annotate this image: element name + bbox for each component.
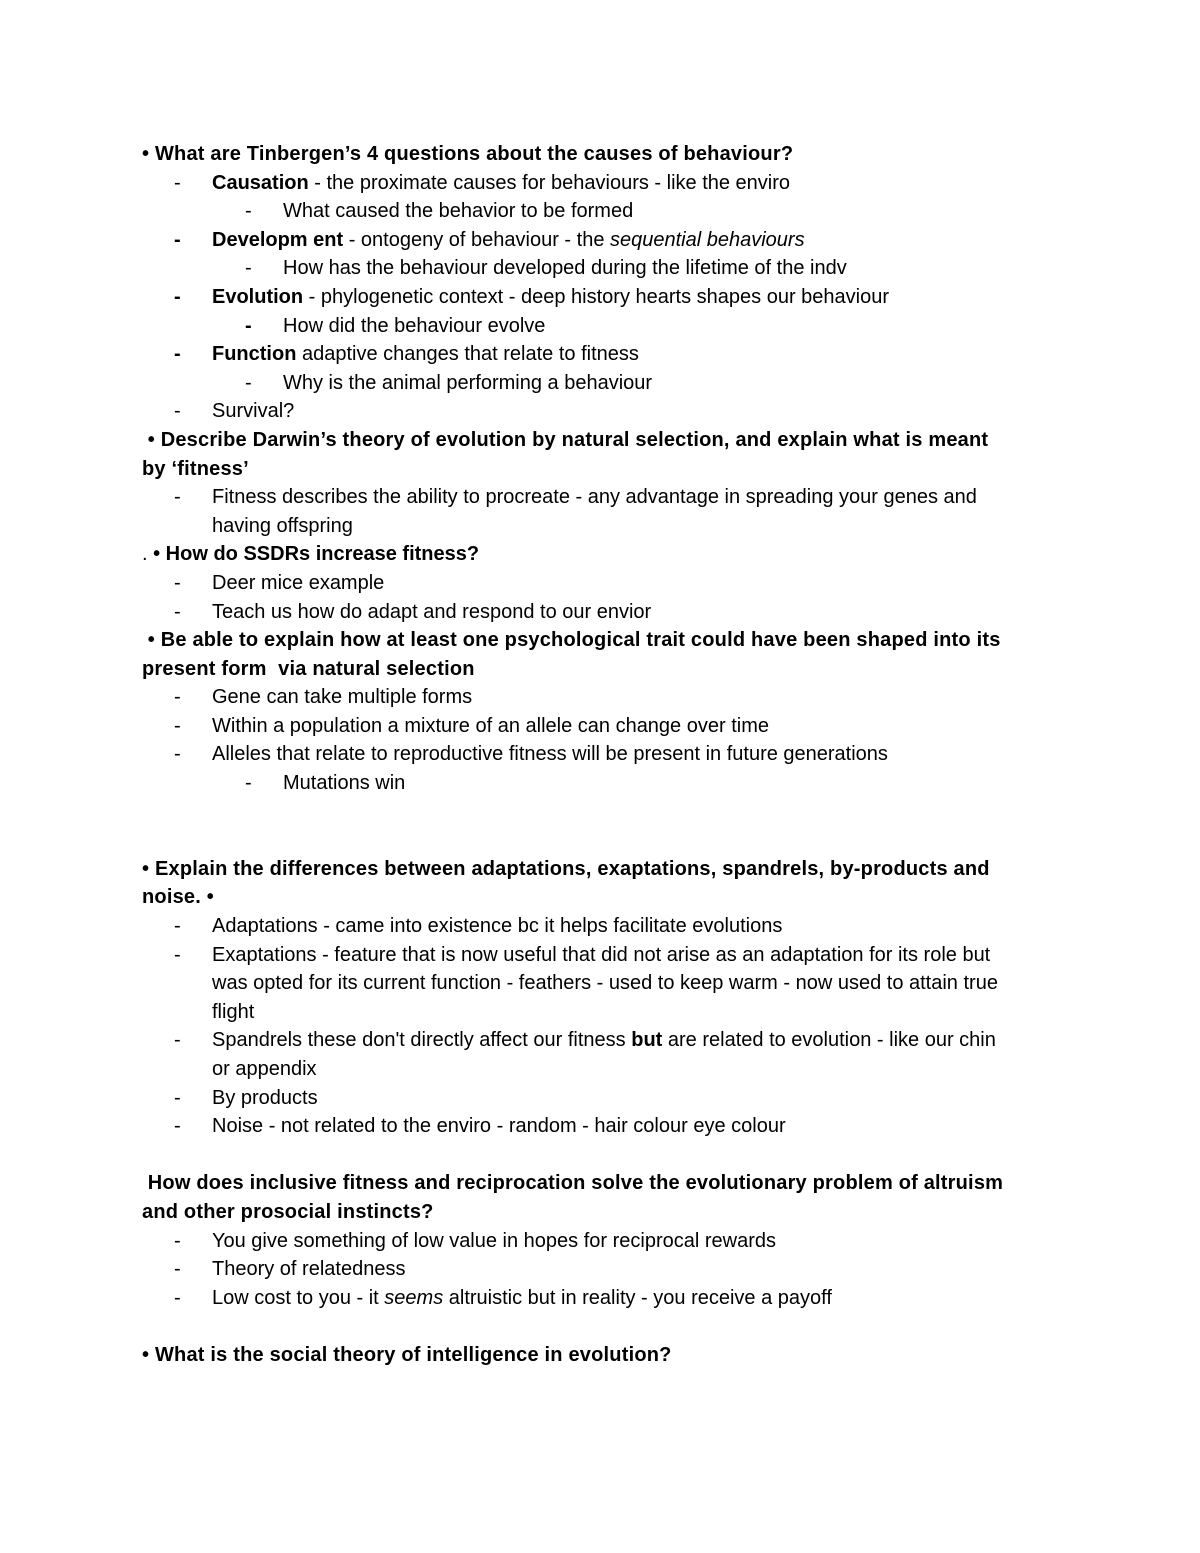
question-psych-trait-line2: present form via natural selection — [142, 657, 475, 680]
dash-bullet: - — [174, 343, 181, 366]
spacer — [142, 798, 1082, 855]
list-item-spandrels-cont: or appendix — [212, 1058, 317, 1080]
dash-bullet: - — [174, 228, 181, 251]
dash-bullet: - — [174, 1229, 181, 1252]
term-causation: Causation — [212, 171, 309, 194]
list-item-gene: - Gene can take multiple forms — [142, 683, 1082, 712]
sub-item-mutations: - Mutations win — [142, 769, 1082, 798]
question-tinbergen: • What are Tinbergen’s 4 questions about the causes of behaviour? — [142, 143, 794, 165]
dash-bullet: - — [174, 600, 181, 623]
dash-bullet: - — [174, 285, 181, 308]
list-item-function: - Function adaptive changes that relate to fitness — [142, 340, 1082, 369]
sub-item-evolution: - How did the behaviour evolve — [142, 312, 1082, 341]
term-evolution: Evolution — [212, 285, 304, 308]
sub-item-development: - How has the behaviour developed during the lifetime of the indv — [142, 254, 1082, 283]
dash-bullet: - — [245, 200, 252, 223]
spacer — [142, 1312, 1082, 1341]
list-item-fitness: - Fitness describes the ability to procreate - any advantage in spreading your genes and — [142, 483, 1082, 512]
dash-bullet: - — [174, 1115, 181, 1138]
dash-bullet: - — [174, 714, 181, 737]
list-item-evolution: - Evolution - phylogenetic context - deep history hearts shapes our behaviour — [142, 283, 1082, 312]
list-item-population: - Within a population a mixture of an allele can change over time — [142, 712, 1082, 741]
question-altruism-line2: and other prosocial instincts? — [142, 1200, 434, 1223]
list-item-adaptations: - Adaptations - came into existence bc it helps facilitate evolutions — [142, 912, 1082, 941]
term-development: Developm ent — [212, 228, 344, 251]
list-item-low-value: - You give something of low value in hopes for reciprocal rewards — [142, 1227, 1082, 1256]
dash-bullet: - — [174, 400, 181, 423]
question-psych-trait-line1: • Be able to explain how at least one psychological trait could have been shaped into its — [142, 629, 1001, 652]
dash-bullet: - — [174, 1286, 181, 1309]
list-item-spandrels: - Spandrels these don't directly affect our fitness but are related to evolution - like our chin — [142, 1026, 1082, 1055]
document-body — [142, 140, 1082, 1370]
dash-bullet: - — [174, 1029, 181, 1052]
dash-bullet: - — [174, 571, 181, 594]
dash-bullet: - — [245, 314, 252, 337]
list-item-exaptations-cont2: flight — [212, 1000, 255, 1023]
sub-item-causation: - What caused the behavior to be formed — [142, 197, 1082, 226]
list-item-survival: - Survival? — [142, 397, 1082, 426]
list-item-alleles: - Alleles that relate to reproductive fitness will be present in future generations — [142, 740, 1082, 769]
list-item-relatedness: - Theory of relatedness — [142, 1255, 1082, 1284]
list-item-deer-mice: - Deer mice example — [142, 569, 1082, 598]
list-item-noise: - Noise - not related to the enviro - random - hair colour eye colour — [142, 1112, 1082, 1141]
dash-bullet: - — [174, 915, 181, 938]
question-ssdrs: . • How do SSDRs increase fitness? — [142, 543, 480, 566]
list-item-fitness-cont: having offspring — [212, 514, 353, 537]
dash-bullet: - — [245, 257, 252, 280]
dash-bullet: - — [174, 1086, 181, 1109]
spacer — [142, 1141, 1082, 1170]
question-adaptations-line2: noise. • — [142, 886, 214, 909]
dash-bullet: - — [174, 486, 181, 509]
list-item-by-products: - By products — [142, 1084, 1082, 1113]
sub-item-function: - Why is the animal performing a behaviour — [142, 369, 1082, 398]
term-function: Function — [212, 343, 297, 366]
list-item-development: - Developm ent - ontogeny of behaviour - the sequential behaviours — [142, 226, 1082, 255]
dash-bullet: - — [174, 1258, 181, 1281]
list-item-causation: - Causation - the proximate causes for behaviours - like the enviro — [142, 169, 1082, 198]
dash-bullet: - — [174, 743, 181, 766]
dash-bullet: - — [245, 772, 252, 795]
question-adaptations-line1: • Explain the differences between adaptations, exaptations, spandrels, by-products and — [142, 857, 990, 880]
question-darwin-line2: by ‘fitness’ — [142, 457, 249, 480]
question-darwin-line1: • Describe Darwin’s theory of evolution by natural selection, and explain what is meant — [142, 428, 989, 451]
list-item-exaptations: - Exaptations - feature that is now useful that did not arise as an adaptation for its role but — [142, 941, 1082, 970]
dash-bullet: - — [245, 371, 252, 394]
list-item-low-cost: - Low cost to you - it seems altruistic but in reality - you receive a payoff — [142, 1284, 1082, 1313]
question-social-intelligence: • What is the social theory of intelligence in evolution? — [142, 1343, 672, 1366]
list-item-teach: - Teach us how do adapt and respond to our envior — [142, 598, 1082, 627]
dash-bullet: - — [174, 943, 181, 966]
question-altruism-line1: How does inclusive fitness and reciprocation solve the evolutionary problem of altruism — [142, 1172, 1004, 1195]
list-item-exaptations-cont1: was opted for its current function - feathers - used to keep warm - now used to attain true — [212, 972, 998, 995]
dash-bullet: - — [174, 171, 181, 194]
dash-bullet: - — [174, 686, 181, 709]
